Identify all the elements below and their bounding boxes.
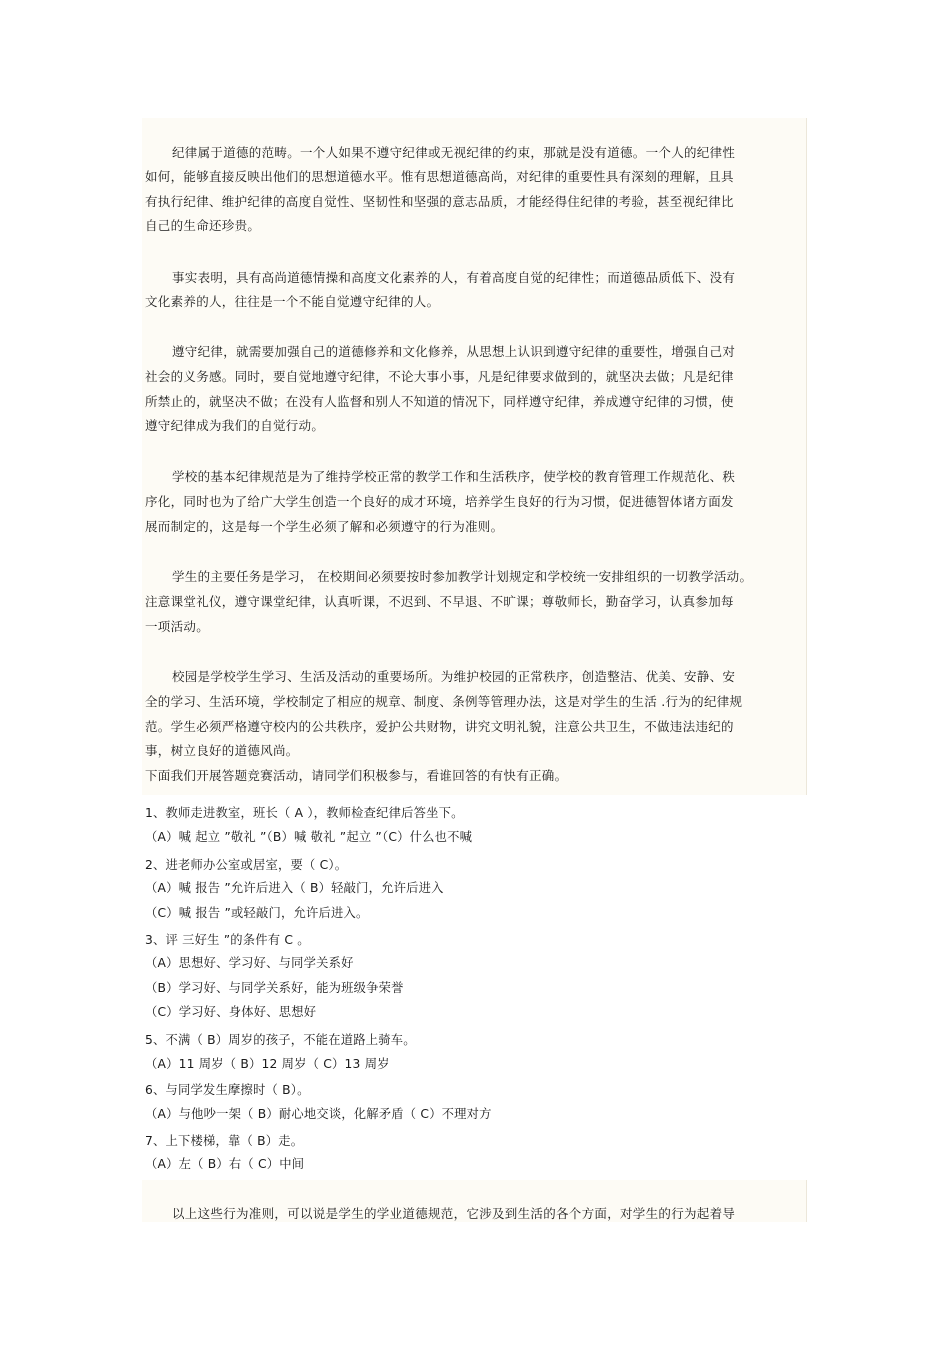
paragraph-line: 学校的基本纪律规范是为了维持学校正常的教学工作和生活秩序，使学校的教育管理工作规范化、秩 xyxy=(172,469,736,484)
quiz-options: （A）11 周岁（ B）12 周岁（ C）13 周岁 xyxy=(145,1057,390,1071)
paragraph-line: 学生的主要任务是学习， 在校期间必须要按时参加教学计划规定和学校统一安排组织的一切教学活动。 xyxy=(172,569,753,584)
quiz-options: （A）思想好、学习好、与同学关系好 xyxy=(145,956,354,970)
paragraph-line: 事实表明，具有高尚道德情操和高度文化素养的人，有着高度自觉的纪律性；而道德品质低下、没有 xyxy=(172,270,736,285)
paragraph-line: 文化素养的人，往往是一个不能自觉遵守纪律的人。 xyxy=(145,294,440,309)
paragraph-line: 自己的生命还珍贵。 xyxy=(145,218,261,233)
quiz-question: 3、评 三好生 ”的条件有 C 。 xyxy=(145,933,310,947)
paragraph-line: 纪律属于道德的范畴。一个人如果不遵守纪律或无视纪律的约束，那就是没有道德。一个人的纪律性 xyxy=(172,145,736,160)
quiz-question: 1、教师走进教室，班长（ A ），教师检查纪律后答坐下。 xyxy=(145,806,464,820)
paragraph-line: 展而制定的，这是每一个学生必须了解和必须遵守的行为准则。 xyxy=(145,519,504,534)
paragraph-line: 遵守纪律成为我们的自觉行动。 xyxy=(145,418,325,433)
paragraph-line: 全的学习、生活环境，学校制定了相应的规章、制度、条例等管理办法，这是对学生的生活 .行为的纪律规 xyxy=(145,694,743,709)
paragraph-line: 社会的义务感。同时，要自觉地遵守纪律，不论大事小事，凡是纪律要求做到的，就坚决去做；凡是纪律 xyxy=(145,369,734,384)
paragraph-line: 一项活动。 xyxy=(145,619,210,634)
paragraph-line: 有执行纪律、维护纪律的高度自觉性、坚韧性和坚强的意志品质，才能经得住纪律的考验，甚至视纪律比 xyxy=(145,194,734,209)
paragraph-line: 所禁止的，就坚决不做；在没有人监督和别人不知道的情况下，同样遵守纪律，养成遵守纪律的习惯，使 xyxy=(145,394,734,409)
quiz-options: （B）学习好、与同学关系好，能为班级争荣誉 xyxy=(145,981,404,995)
quiz-options: （A）喊 起立 ”敬礼 ”（B）喊 敬礼 ”起立 ”（C）什么也不喊 xyxy=(145,830,473,844)
quiz-options: （A）喊 报告 ”允许后进入（ B）轻敲门，允许后进入 xyxy=(145,881,444,895)
paragraph-line: 注意课堂礼仪，遵守课堂纪律，认真听课，不迟到、不早退、不旷课；尊敬师长，勤奋学习，认真参加每 xyxy=(145,594,734,609)
paragraph-line: 遵守纪律，就需要加强自己的道德修养和文化修养，从思想上认识到遵守纪律的重要性，增强自己对 xyxy=(172,344,736,359)
paragraph-line: 校园是学校学生学习、生活及活动的重要场所。为维护校园的正常秩序，创造整洁、优美、安静、安 xyxy=(172,669,736,684)
quiz-options: （A）与他吵一架（ B）耐心地交谈，化解矛盾（ C）不理对方 xyxy=(145,1107,492,1121)
quiz-question: 2、进老师办公室或居室，要（ C）。 xyxy=(145,858,348,872)
quiz-lead-text: 下面我们开展答题竞赛活动，请同学们积极参与，看谁回答的有快有正确。 xyxy=(145,768,568,783)
quiz-question: 5、不满（ B）周岁的孩子，不能在道路上骑车。 xyxy=(145,1033,416,1047)
quiz-question: 6、与同学发生摩擦时（ B）。 xyxy=(145,1083,310,1097)
paragraph-line: 范。学生必须严格遵守校内的公共秩序，爱护公共财物，讲究文明礼貌，注意公共卫生，不做违法违纪的 xyxy=(145,719,734,734)
quiz-options: （C）学习好、身体好、思想好 xyxy=(145,1005,317,1019)
paragraph-line: 序化，同时也为了给广大学生创造一个良好的成才环境，培养学生良好的行为习惯，促进德智体诸方面发 xyxy=(145,494,734,509)
paragraph-line: 如何，能够直接反映出他们的思想道德水平。惟有思想道德高尚，对纪律的重要性具有深刻的理解，且具 xyxy=(145,169,734,184)
quiz-options: （C）喊 报告 ”或轻敲门，允许后进入。 xyxy=(145,906,369,920)
closing-paragraph-line: 以上这些行为准则，可以说是学生的学业道德规范，它涉及到生活的各个方面，对学生的行为起着导 xyxy=(172,1206,736,1221)
quiz-question: 7、上下楼梯，靠（ B）走。 xyxy=(145,1134,304,1148)
quiz-options: （A）左（ B）右（ C）中间 xyxy=(145,1157,305,1171)
paragraph-line: 事，树立良好的道德风尚。 xyxy=(145,743,299,758)
